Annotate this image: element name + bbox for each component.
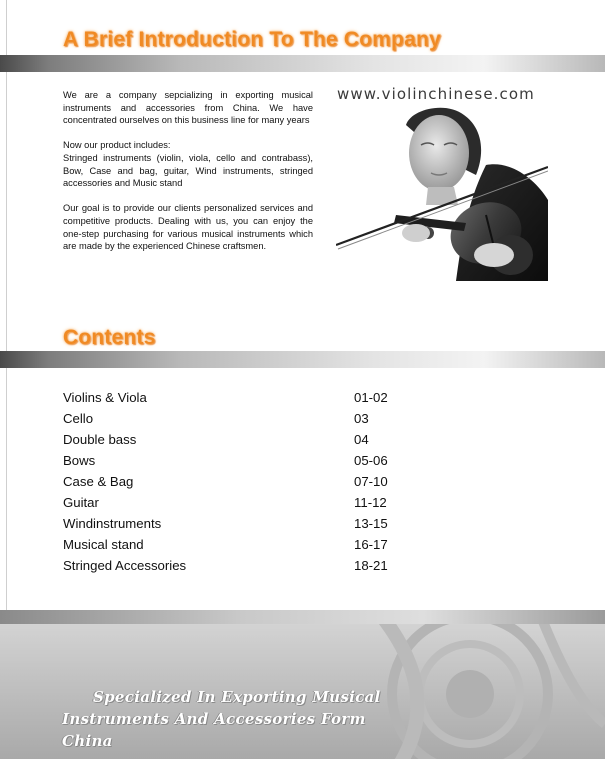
- contents-item-pages: 04: [354, 432, 369, 447]
- contents-item-title: Case & Bag: [63, 474, 134, 489]
- contents-item-title: Violins & Viola: [63, 390, 147, 405]
- contents-item-title: Cello: [63, 411, 94, 426]
- contents-item-pages: 16-17: [354, 537, 388, 552]
- contents-item-pages: 13-15: [354, 516, 388, 531]
- contents-row: [63, 408, 403, 429]
- footer-banner: [0, 624, 605, 759]
- contents-row: [63, 555, 403, 576]
- footer-slogan-line-2: Instruments And Accessories Form China: [62, 710, 366, 750]
- contents-row: [63, 513, 403, 534]
- contents-list: [63, 387, 403, 576]
- contents-item-pages: 05-06: [354, 453, 388, 468]
- violinist-photo: [336, 105, 548, 281]
- contents-item-title: Stringed Accessories: [63, 558, 187, 573]
- contents-item-pages: 18-21: [354, 558, 388, 573]
- contents-row: [63, 534, 403, 555]
- intro-paragraph-1: We are a company sepcializing in exporting musical instruments and accessories from China. We have concentrated ourselves on this business line for many years: [63, 90, 313, 126]
- contents-item-title: Musical stand: [63, 537, 144, 552]
- contents-item-pages: 07-10: [354, 474, 388, 489]
- intro-paragraph-3: Our goal is to provide our clients personalized services and competitive products. Dealing with us, you can enjoy the one-step purchasing for various musical instruments which are made by the experienced Chinese craftsmen.: [63, 203, 313, 252]
- left-page-rule: [6, 0, 7, 610]
- footer-slogan-line-1: Specialized In Exporting Musical: [93, 688, 381, 706]
- contents-row: [63, 492, 403, 513]
- contents-row: [63, 450, 403, 471]
- intro-paragraph-2: [63, 139, 313, 189]
- contents-item-pages: 03: [354, 411, 369, 426]
- contents-item-title: Windinstruments: [63, 516, 162, 531]
- contents-row: [63, 471, 403, 492]
- contents-heading: Contents: [63, 326, 156, 349]
- contents-item-pages: 11-12: [354, 495, 387, 510]
- website-url: www.violinchinese.com: [337, 85, 535, 103]
- contents-item-title: Guitar: [63, 495, 99, 510]
- contents-row: [63, 387, 403, 408]
- intro-text-block: [63, 89, 313, 265]
- contents-row: [63, 429, 403, 450]
- intro-paragraph-2-lead: Now our product includes:: [63, 140, 171, 151]
- contents-item-title: Bows: [63, 453, 96, 468]
- contents-item-pages: 01-02: [354, 390, 388, 405]
- contents-heading-band: [0, 351, 605, 368]
- intro-paragraph-2-body: Stringed instruments (violin, viola, cello and contrabass), Bow, Case and bag, guitar, Wind instruments, stringed accessories and Music stand: [63, 152, 313, 189]
- footer-top-band: [0, 610, 605, 624]
- contents-item-title: Double bass: [63, 432, 137, 447]
- intro-heading: A Brief Introduction To The Company: [63, 28, 441, 51]
- footer-slogan: [62, 686, 392, 752]
- intro-heading-band: [0, 55, 605, 72]
